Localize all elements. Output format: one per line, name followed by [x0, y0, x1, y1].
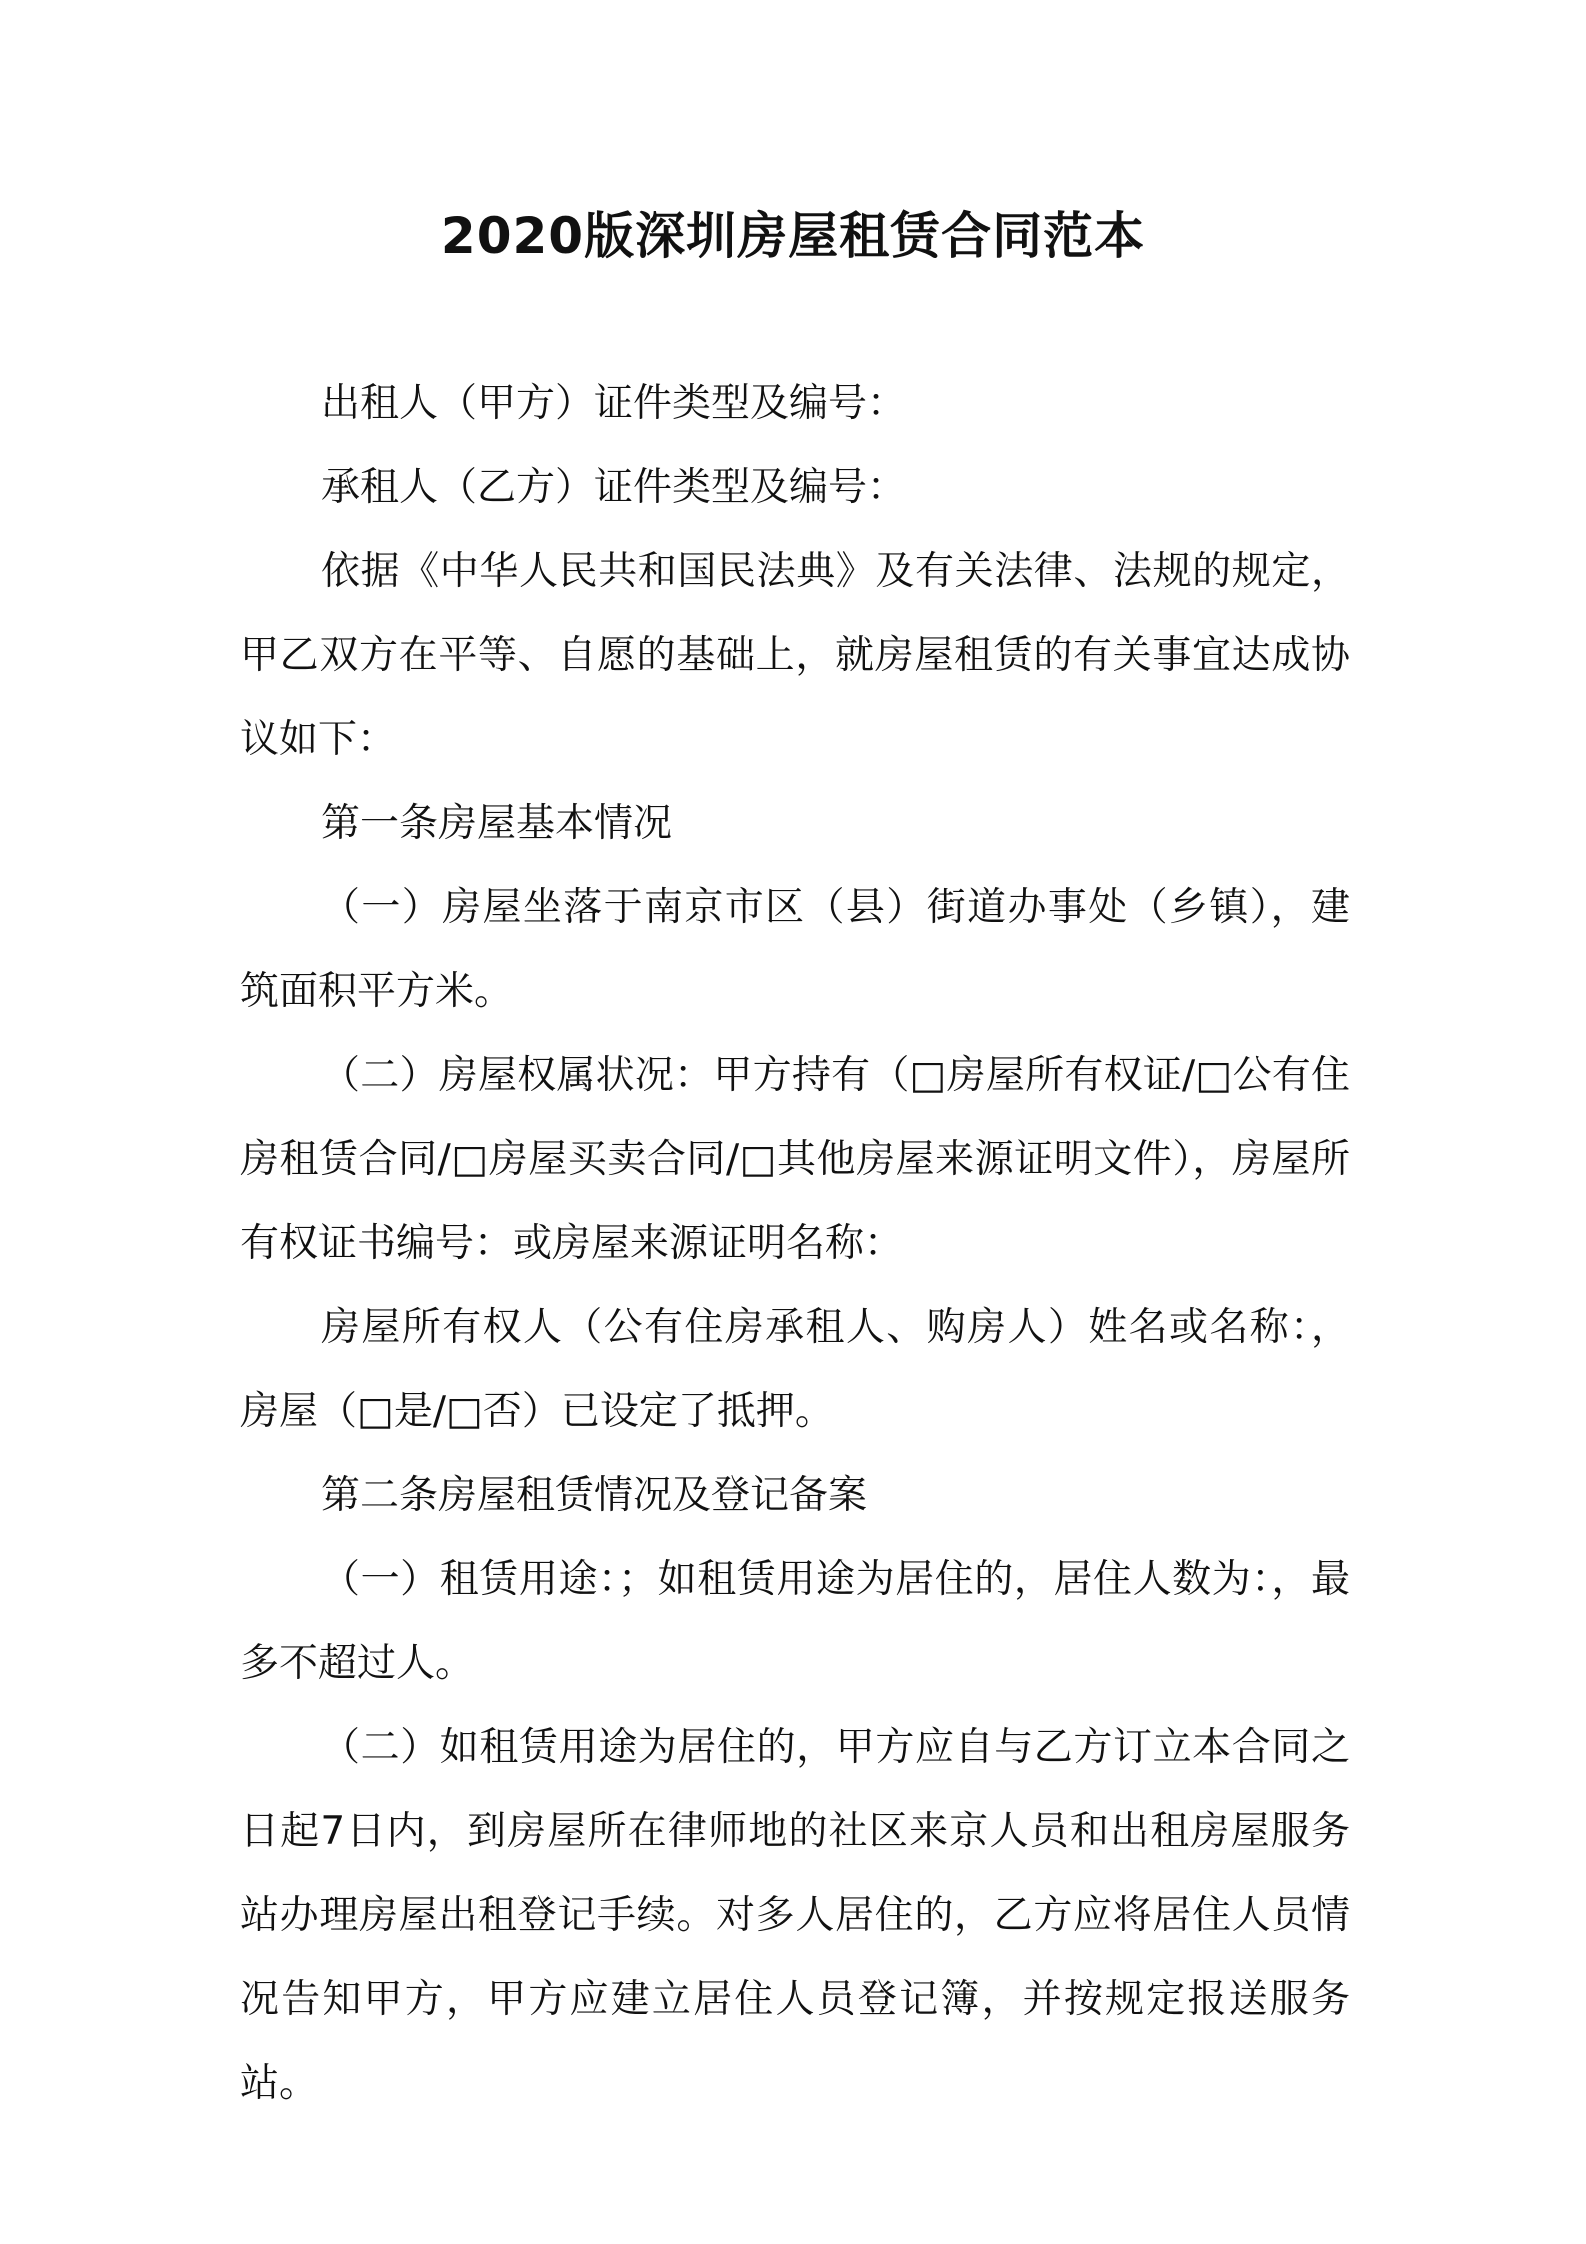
paragraph-article-2-item-1: （一）租赁用途：；如租赁用途为居住的，居住人数为：，最多不超过人。	[240, 1557, 1350, 1686]
paragraph-article-2-item-2: （二）如租赁用途为居住的，甲方应自与乙方订立本合同之日起7日内，到房屋所在律师地的社区来京人员和出租房屋服务站办理房屋出租登记手续。对多人居住的，乙方应将居住人员情况告知甲方，甲方应建立居住人员登记簿，并按规定报送服务站。	[240, 1725, 1350, 2106]
paragraph-owner-mortgage: 房屋所有权人（公有住房承租人、购房人）姓名或名称：，房屋（□是/□否）已设定了抵押。	[240, 1305, 1350, 1434]
heading-article-2: 第二条房屋租赁情况及登记备案	[321, 1473, 868, 1518]
paragraph-article-1-item-1: （一）房屋坐落于南京市区（县）街道办事处（乡镇），建筑面积平方米。	[240, 885, 1350, 1014]
paragraph-article-1-item-2: （二）房屋权属状况：甲方持有（□房屋所有权证/□公有住房租赁合同/□房屋买卖合同/□其他房屋来源证明文件），房屋所有权证书编号：或房屋来源证明名称：	[240, 1053, 1350, 1266]
paragraph-lessee-id: 承租人（乙方）证件类型及编号：	[321, 465, 907, 510]
document-title: 2020版深圳房屋租赁合同范本	[440, 207, 1146, 265]
paragraph-lessor-id: 出租人（甲方）证件类型及编号：	[321, 381, 907, 426]
heading-article-1: 第一条房屋基本情况	[321, 801, 673, 846]
paragraph-legal-basis: 依据《中华人民共和国民法典》及有关法律、法规的规定，甲乙双方在平等、自愿的基础上，就房屋租赁的有关事宜达成协议如下：	[240, 549, 1350, 762]
document-body	[240, 362, 1350, 2126]
